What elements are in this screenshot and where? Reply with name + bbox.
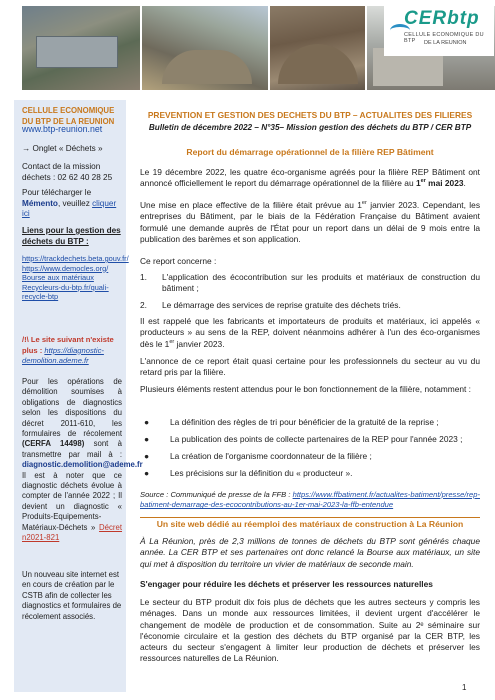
paragraph-producers <box>140 316 480 350</box>
item-text: L'application des écocontribution sur les produits et matériaux de construction du bâtiment ; <box>162 272 480 294</box>
section-title-website: Un site web dédié au réemploi des matériaux de construction à La Réunion <box>156 519 464 529</box>
header-banner <box>0 0 495 92</box>
p4-text-b: janvier 2023. <box>176 338 225 349</box>
bullet-item: ● La définition des règles de tri pour bénéficier de la gratuité de la reprise ; <box>140 417 480 428</box>
page-title: PREVENTION ET GESTION DES DECHETS DU BTP – ACTUALITES DES FILIERES <box>147 110 473 120</box>
paragraph-report-context <box>140 200 480 245</box>
demo-decret-link[interactable]: Décret n2021-821 <box>22 522 123 543</box>
source-label: Source : Communiqué de presse de la FFB : <box>140 490 291 499</box>
demo-cerfa: (CERFA 14498) <box>22 439 85 449</box>
section-title-report: Report du démarrage opérationnel de la filière REP Bâtiment <box>186 147 434 157</box>
memento-link[interactable]: cliquer ici <box>22 198 117 218</box>
demo-text-2: sont à transmettre par mail à : <box>22 439 122 459</box>
bulletin-subtitle: Bulletin de décembre 2022 – N°35– Mission gestion des déchets du BTP / CER BTP <box>148 123 472 132</box>
memento-prefix: Pour télécharger le <box>22 188 92 197</box>
demo-email-link[interactable]: diagnostic.demolition@ademe.fr <box>22 460 143 470</box>
sidebar-alert <box>22 335 122 367</box>
section-divider <box>140 517 480 518</box>
p2-text-a: Une mise en place effective de la filière était prévue au 1 <box>140 200 362 210</box>
sidebar-contact: Contact de la mission déchets : 02 62 40 28 25 <box>22 162 113 182</box>
link-trackdechets[interactable]: https://trackdechets.beta.gouv.fr/ <box>22 254 129 263</box>
p1-date-sup: er <box>420 178 426 185</box>
numbered-item <box>140 272 480 295</box>
memento-mid: , veuillez <box>57 198 90 208</box>
source-citation <box>140 490 480 510</box>
alert-link[interactable]: https://diagnostic-demolition.ademe.fr <box>22 345 104 365</box>
paragraph-engager: Le secteur du BTP produit dix fois plus de déchets que les autres secteurs y compris les ménages. Dans un monde aux ressources limitées, il devient urgent d'accélérer le changement de modèle de production et de consommation. Suite au 2ᵉ séminaire sur l'économie circulaire et la gestion des déchets du BTP organisé par la CER BTP, les acteurs du secteur s'engagent à limiter leur production de déchets et préserver les ressources naturelles de La Réunion. <box>140 597 480 664</box>
subsection-title-engager: S'engager pour réduire les déchets et préserver les ressources naturelles <box>140 579 433 589</box>
photo-waste-pile <box>142 6 268 90</box>
bullet-text: La définition des règles de tri pour bénéficier de la gratuité de la reprise ; <box>170 417 439 427</box>
cer-btp-logo <box>384 6 494 56</box>
demo-text-3: Il est à noter que ce diagnostic déchets évolue à compter de l'année 2022 ; Il devient un diagnostic « Produits-Equipements-Matériaux-Déchets » <box>22 470 122 532</box>
paragraph-report-intro: Le 19 décembre 2022, les quatre éco-organisme agréés pour la filière REP Bâtiment ont annoncé officiellement le report du démarrage opérationnel de la filière au 1er mai 2023. <box>140 167 480 189</box>
numbered-item <box>140 300 480 311</box>
item-text: Le démarrage des services de reprise gratuite des déchets triés. <box>162 300 401 310</box>
bullet-text: La création de l'organisme coordonnateur de la filière ; <box>170 451 372 461</box>
source-link[interactable]: https://www.ffbatiment.fr/actualites-batiment/presse/rep-batiment-demarrage-des-ecocontributions-au-1er-mai-2023-la-ffb-entendue <box>140 490 480 510</box>
sidebar-title: CELLULE ECONOMIQUE DU BTP DE LA REUNION <box>22 106 115 126</box>
item-number: 1. <box>140 272 147 282</box>
p4-text-a: Il est rappelé que les fabricants et importateurs de produits et matériaux, ici appelés « producteurs » au sens de la REP, doivent néanmoins adhérer à l'un des éco-organismes dès le 1 <box>140 316 480 349</box>
sidebar <box>14 100 143 692</box>
p4-sup: er <box>169 338 175 345</box>
sidebar-demolition <box>22 377 143 544</box>
sidebar-links-list <box>22 254 129 302</box>
paragraph-pending: Plusieurs éléments restent attendus pour le bon fonctionnement de la filière, notamment : <box>140 384 472 394</box>
photo-construction-site <box>22 6 140 90</box>
logo-brand: CERbtp <box>404 8 480 29</box>
sidebar-new-site: Un nouveau site internet est en cours de création par le CSTB afin de collecter les diagnostics et formulaires de récolement associés. <box>22 570 122 621</box>
page-number: 1 <box>462 683 467 692</box>
item-number: 2. <box>140 300 147 310</box>
sidebar-memento <box>22 188 122 220</box>
bullet-item: ● La création de l'organisme coordonnateur de la filière ; <box>140 451 480 462</box>
logo-line-1: CELLULE ECONOMIQUE DU BTP <box>404 32 484 44</box>
bullet-item: ● Les précisions sur la définition du « producteur ». <box>140 468 480 479</box>
p2-text-b: janvier 2023. Cependant, les entreprises du Bâtiment, par le biais de la Fédération Française du Bâtiment avaient formulé une demande auprès de l'État pour un report dans un délai de 9 mois entre la publication des barèmes et son application. <box>140 200 481 244</box>
bullet-item: ● La publication des points de collecte partenaires de la REP pour l'année 2023 ; <box>140 434 480 445</box>
paragraph-concerns: Ce report concerne : <box>140 256 217 266</box>
photo-rubble <box>270 6 365 90</box>
link-bourse-materiaux[interactable]: Bourse aux matériaux Recycleurs-du-btp.fr/quali-recycle-btp <box>22 273 109 302</box>
sidebar-website-link[interactable]: www.btp-reunion.net <box>22 124 103 134</box>
demo-text-1: Pour les opérations de démolition soumises à obligations de diagnostics selon les dispositions du décret 2011-610, les formulaires de récolement <box>22 377 122 439</box>
bullet-text: La publication des points de collecte partenaires de la REP pour l'année 2023 ; <box>170 434 463 444</box>
memento-word: Mémento <box>22 198 58 208</box>
p1-date-rest: mai 2023 <box>428 178 464 189</box>
p1-date-day: 1 <box>415 178 421 189</box>
bullet-text: Les précisions sur la définition du « producteur ». <box>170 468 353 478</box>
p1-text: Le 19 décembre 2022, les quatre éco-organisme agréés pour la filière REP Bâtiment ont annoncé officiellement le report du démarrage opérationnel de la filière au <box>140 167 480 189</box>
link-democles[interactable]: https://www.democles.org/ <box>22 263 109 273</box>
sidebar-links-title: Liens pour la gestion des déchets du BTP : <box>22 226 121 246</box>
p2-sup: er <box>361 200 367 206</box>
sidebar-onglet: → Onglet « Déchets » <box>22 144 103 153</box>
alert-text: /!\ Le site suivant n'existe plus : <box>22 335 114 355</box>
paragraph-website: À La Réunion, près de 2,3 millions de tonnes de déchets du BTP sont générés chaque année. La CER BTP et ses partenaires ont donc relancé la Bourse aux matériaux, un site qui met à disposition du territoire un vivier de matériaux de seconde main. <box>140 536 480 569</box>
logo-line-2: DE LA REUNION <box>424 40 467 46</box>
paragraph-announcement: L'annonce de ce report était quasi certaine pour les professionnels du secteur au vu du retard pris par la filière. <box>140 356 480 378</box>
